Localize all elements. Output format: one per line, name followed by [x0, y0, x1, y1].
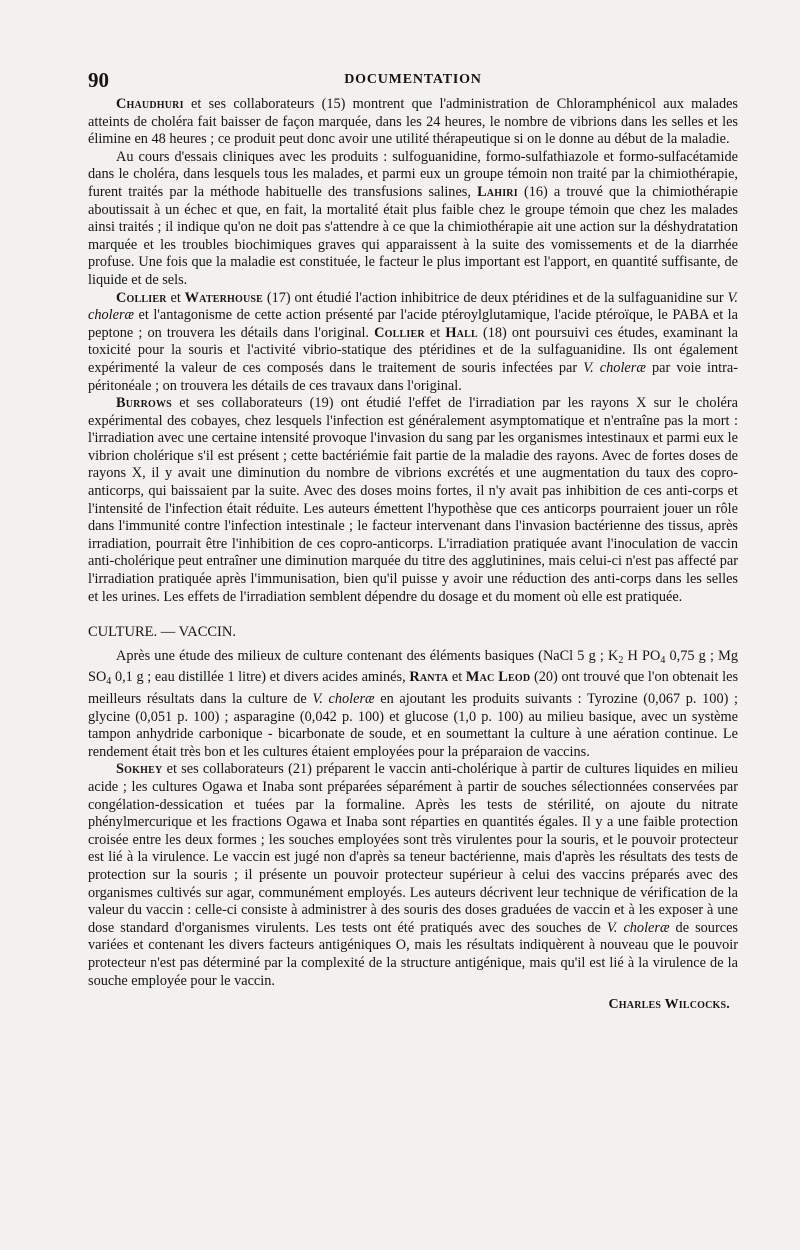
text-run: de sources variées et contenant les divers facteurs antigéniques O, mais les résultats indiquèrent à nouveau que le pouvoir protecteur n'est pas déterminé par la complexité de la structure antigénique, mais qu'il est lié à la virulence de la souche employée pour le vaccin. [88, 919, 738, 989]
paragraph-ranta [88, 648, 738, 762]
section-title: CULTURE. — VACCIN. [88, 624, 236, 641]
text-run: et ses collaborateurs (19) ont étudié l'effet de l'irradiation par les rayons X sur le choléra expérimental des cobayes, chez lesquels l'infection est généralement asymptomatique et n'entraîne pas la mort : l'irradiation avec une certaine intensité provoque l'invasion du sang par les organismes intestinaux et parmi eux le vibrion cholérique s'il est présent ; cette bactériémie fait partie de la maladie des rayons. Avec de fortes doses de rayons X, il y avait une diminution du nombre de vibrions excrétés et une augmentation du taux des copro-anticorps, qui baissaient par la suite. Avec des doses moins fortes, il n'y avait pas inhibition de ces anti-corps et l'intensité de l'infection était réduite. Les auteurs émettent l'hypothèse que ces anticorps pourraient jouer un rôle dans l'immunité contre l'infection intestinale ; le facteur intervenant dans l'invasion bactérienne des tissus, après irradiation, pourrait être l'inhibition de ces copro-anticorps. L'irradiation pratiquée avant l'inoculation de vaccin anti-cholérique peut entraîner une diminution marquée du titre des agglutinines, mais celui-ci n'est pas affecté par l'irradiation pratiquée après l'immunisation, bien qu'il puisse y avoir une réduction des anti-corps dans les selles et les urines. Les effets de l'irradiation semblent dépendre du dosage et du moment où elle est pratiquée. [88, 395, 738, 605]
text-run: Après une étude des milieux de culture contenant des éléments basiques (NaCl 5 g ; K [116, 647, 619, 664]
paragraph-burrows [88, 395, 738, 606]
page-header [88, 62, 738, 96]
text-run: et l'antagonisme de cette action présenté par l'acide ptéroylglutamique, l'acide ptéroïque, le PABA et la peptone ; on trouvera les détails dans l'original. [88, 307, 738, 341]
author-signature: Charles Wilcocks. [608, 997, 730, 1013]
text-run: et [424, 324, 446, 341]
paragraph-collier [88, 290, 738, 396]
text-run: 0,75 g ; Mg SO [88, 647, 738, 686]
species-name: V. choleræ [88, 289, 739, 324]
subscript: 4 [106, 676, 112, 688]
text-run: (20) ont trouvé que l'on obtenait les meilleurs résultats dans la culture de [88, 669, 739, 707]
text-run: (16) a trouvé que la chimiothérapie aboutissait à un échec et que, en fait, la mortalité était plus faible chez le groupe témoin que chez les malades ainsi traités ; il indique qu'on ne doit pas s'attendre à ce que la chimiothérapie ait une action sur la déshydratation marquée et les troubles biochimiques graves qui apparaissent à la suite des vomissements et de la diarrhée profuse. Une fois que la maladie est constituée, le facteur le plus important est l'apport, en quantité suffisante, de liquide et de sels. [88, 183, 738, 288]
text-run: et [448, 669, 466, 686]
author-name: Chaudhuri [116, 96, 184, 112]
paragraph-lahiri [88, 149, 738, 290]
subscript: 2 [618, 654, 624, 666]
page-number: 90 [88, 68, 109, 92]
author-name: Lahiri [477, 183, 518, 200]
text-run: en ajoutant les produits suivants : Tyrozine (0,067 p. 100) ; glycine (0,051 p. 100) ; asparagine (0,042 p. 100) et glucose (1,0 p. 100) au milieu basique, avec un système tampon anhydride carbonique - bicarbonate de soude, et en soumettant la culture à une aération continue. Le rendement était très bon et les cultures étaient employées pour la préparaion de vaccins. [88, 691, 738, 760]
text-run: et [166, 289, 185, 306]
text-run: (17) ont étudié l'action inhibitrice de deux ptéridines et de la sulfaguanidine sur [263, 289, 728, 306]
author-name: Mac Leod [465, 669, 531, 686]
species-name: V. choleræ [583, 359, 646, 376]
running-head: DOCUMENTATION [344, 72, 482, 87]
text-run: H PO [623, 647, 661, 664]
author-name: Hall [445, 324, 478, 341]
author-name: Waterhouse [184, 289, 264, 306]
text-run: et ses collaborateurs (15) montrent que l'administration de Chloramphénicol aux malades atteints de choléra fait baisser de façon marquée, dans les 24 heures, le nombre de vibrions dans les selles et les élimine en 48 heures ; ce produit peut donc avoir une utilité thérapeutique si on le donne au début de la maladie. [88, 96, 738, 148]
author-name: Sokhey [116, 761, 163, 778]
paragraph-chaudhuri [88, 96, 738, 149]
text-run: (18) ont poursuivi ces études, examinant la toxicité pour la souris et l'activité vibrio-statique des ptéridines et de la sulfaguanidine. Ils ont également expérimenté la valeur de ces composés dans le traitement de souris infectées par [88, 324, 738, 376]
text-run: Au cours d'essais cliniques avec les produits : sulfoguanidine, formo-sulfathiazole et formo-sulfacétamide dans le choléra, dans lesquels tous les malades, et parmi eux un groupe témoin non traité par la chimiothérapie, furent traités par la méthode habituelle des transfusions salines, [88, 148, 738, 200]
author-name: Ranta [409, 669, 449, 686]
subscript: 4 [660, 654, 666, 666]
author-name: Collier [374, 324, 425, 341]
author-name: Burrows [116, 395, 172, 412]
author-name: Collier [116, 289, 167, 306]
article-body [88, 96, 738, 1014]
species-name: V. choleræ [606, 919, 670, 936]
species-name: V. choleræ [312, 691, 375, 707]
text-run: et ses collaborateurs (21) préparent le vaccin anti-cholérique à partir de cultures liquides en milieu acide ; les cultures Ogawa et Inaba sont préparées séparément à partir de souches sélectionnées conservées par congélation-dessication et tuées par la formaline. Après les tests de stérilité, on ajoute du nitrate phénylmercurique et les fractions Ogawa et Inaba sont réparties en quantités égales. Il y a une faible protection croisée entre les deux formes ; les souches employées sont très virulentes pour la souris, et le pouvoir protecteur est lié à la virulence. Le vaccin est jugé non d'après sa teneur bactérienne, mais d'après les résultats des tests de protection sur la souris ; il présente un pouvoir protecteur supérieur à celui des vaccins préparés avec des organismes cultivés sur agar, communément employés. Les auteurs décrivent leur technique de vérification de la valeur du vaccin : celle-ci consiste à administrer à des souris des doses graduées de vaccin et à les exposer à une dose standard d'organismes virulents. Les tests ont été pratiqués avec des souches de [88, 761, 738, 936]
text-run: 0,1 g ; eau distillée 1 litre) et divers acides aminés, [111, 669, 410, 686]
paragraph-sokhey [88, 761, 738, 990]
text-run: par voie intra-péritonéale ; on trouvera les détails de ces travaux dans l'original. [88, 359, 738, 394]
